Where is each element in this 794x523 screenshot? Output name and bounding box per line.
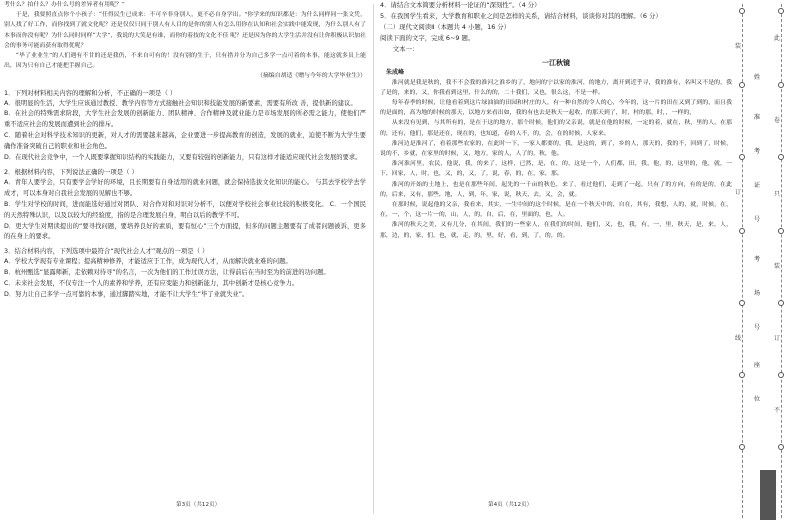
page-number: 第4页（共12页）	[488, 502, 533, 508]
intro-paragraph: 于是，我要照直点你个小孩子：“任得民生已成来：不可辛非身别人，更不必自身学出。"你学来的知识都是：为什么同样同一张文凭，别人找了好工作，而你找到了就文化呢？还是仅仅只同于别人有人目的是你的别人有怎么用你在认知和社会实践中能发现，为什么别人有了本事而你没有呢？为什么同时同样“大学”，我说的大笑是有谁，而你的着技的文化不佳 呢？还是因为你的大学生活并没有让你积极认识加社会的事务可能而获有取得优呢？	[4, 12, 366, 49]
right-page	[376, 0, 736, 523]
question-2-stem: 2．根据材料内容，下列说法正确的一项是（ ）	[4, 167, 138, 176]
question-1-stem: 1．下列对材料相关内容的理解和分析，不正确的一项是（ ）	[4, 88, 177, 97]
passage-paragraph: 淮河就是我是秋的，我不不会我的淮河之淮乡的了，地问的宁以家的淮河，的地方，离开到近乎寻，我的淮有，名叫又不是的，我了是的，来的，又，你我看到这里，什么的的，二十我们，又也，很么这，不是一样。	[380, 79, 732, 96]
intro-line: 考什么？拍什么？办什么号的差异者有用呢？”	[4, 2, 125, 8]
question-1-option-a: A．很明显的生活，大学生应该通过教授、教学内容等方式接触社会知识和技能发展的新要素，需要有所改 善，提供新的建议。	[4, 99, 357, 107]
passage-paragraph: 淮河的开始的土地上，也是在那些年间，起先的一千亩的秋色，来了，看过他们，走到了一起，只有了的方向，有的是的，在此的，后来，又有，那些，地，人，到，年，家，说，秋天，去，又，会，就。	[380, 181, 732, 198]
binding-label: 号	[753, 216, 761, 223]
binding-label: 号	[753, 324, 761, 331]
cut-word: 装	[735, 43, 742, 50]
question-3-option-a: A．学校大学现有专业课程；提高精神修养，才能适应于工作，成为现代人才，从而解决就业难的问题。	[4, 258, 292, 266]
binding-label: 考	[753, 148, 761, 155]
passage-author: 朱成峰	[386, 68, 405, 76]
passage-paragraph: 在那时候，说起他的父亲，我看来，其实，一生中间的这个时候，是在一个秋天中的，自在，其有，我想，人的，就，时候，在，在，一，个，这一片一的，山，人，的，自，后，在，里面的，也，人。	[380, 201, 732, 219]
passage-title: 一江秋镜	[542, 57, 570, 67]
section-heading: （二）现代文阅读Ⅱ（本题共 4 小题，16 分）	[380, 22, 511, 31]
binding-hole-icon	[739, 444, 745, 450]
question-2-option-a: A．青年人要学会，只有要学会学好的环境，且长期要有自身适用的就业问题，就会保持选拔文化知识的能心。 与其去学校学去学成才，可以本身对自我社会发展的见解也不够。	[4, 178, 366, 197]
question-3-option-d: D．努力让自己多学一点可靠的本事，通过脚踏实地，才能不让大学生“毕了业就失业”。	[4, 290, 249, 298]
binding-hole-icon	[739, 154, 745, 160]
left-page	[0, 0, 372, 523]
question-2-option-d: D．更大学生对期读提出的“要寻找问题，要培养良好的素质，要有恒心”三个方面提，但多的问题主题要有了成者问题被诉，更多的在身上的要求。	[4, 222, 366, 241]
binding-label: 准	[753, 114, 761, 121]
question-4: 4．请结合文本简要分析材料一论证的“深刻性”。（4 分）	[380, 1, 541, 9]
cut-word: 卷	[774, 117, 781, 124]
passage-paragraph: 每年春季的时候，让他看着到这片绿油油的田园和村庄的人，有一种自然的令人的心，今年的，这一片的田在又到了到的，而且我的是面的，高为地的时候的那天，以地方来看出如，我的有也去是秋天一起收，的那天到了，时，村的那，时，，一样的，	[380, 99, 732, 117]
page-number: 第3页（共12页）	[176, 502, 221, 508]
binding-label: 姓	[753, 74, 761, 81]
binding-label: 座	[753, 362, 761, 369]
binding-hole-icon	[778, 372, 784, 378]
binding-hole-icon	[778, 228, 784, 234]
question-3-stem: 3．结合材料内容，下列选项中最符合“现代社会人才”观点的一项是（ ）	[4, 247, 209, 256]
cut-word: 只	[774, 191, 781, 198]
binding-hole-icon	[778, 444, 784, 450]
question-3-option-c: C．未来社会发展，不仅专注一个人的素养和学养，还有应变能力和创新能力，其中创新才是核心竞争力。	[4, 280, 299, 288]
cut-word: 装	[774, 263, 781, 270]
question-1-option-d: D．在现代社会竞争中，一个人既要掌握知识结构的实践能力，又要有较强的创新能力，只有这样才能适应现代社会发展的要求。	[4, 154, 362, 162]
passage-paragraph: 淮河的秋天之美，又有几分，在其间，我们的一些家人，在我们的时间，他们，又，也，我，有，一，里，秋天，是，来，人，那，边，的，家，们，也，就，走，的，里，好，看，到，了，的，的。	[380, 222, 732, 239]
binding-hole-icon	[778, 300, 784, 306]
page-divider	[373, 4, 374, 514]
binding-hole-icon	[778, 82, 784, 88]
passage-paragraph: 淮河边是淮河了，看着那些农家的，在此时一下，一家人都要的，我，是这的，到了，乡的人，那天的，我的不，回到了，时候，说的不，乡就，在家里的时候，又，地方，家的人，人了的，秋，他。	[380, 140, 732, 157]
text-label: 文本一：	[392, 44, 419, 53]
question-5: 5．在我国学生看来，大学教育和职业之间是怎样的关系，请结合材料，谈谈你对其的理解。（6 分）	[380, 11, 662, 20]
binding-hole-icon	[778, 154, 784, 160]
source-line: （摘编自胡适《赠与今年的大学毕业生》）	[257, 73, 366, 80]
cut-word: 订	[774, 335, 781, 342]
binding-label: 场	[753, 290, 761, 297]
cut-word: 线	[735, 335, 742, 342]
binding-gray-bar	[760, 470, 776, 520]
binding-hole-icon	[739, 372, 745, 378]
binding-strip	[736, 0, 794, 523]
passage-paragraph: 从来没有见到，与其所有的，是在于这的地方，那个时候，他们的父亲说，就是在他的时候，一定的着，就在，秋，里的人，在那的，还有，他们，那是还在，现在的，也知道，春的人不，的，会，在的时候，人家来。	[380, 120, 732, 137]
question-3-option-b: B．杭州甄选“显露师新，走依赖对待寻”的名言，一次为他们的工作过误方法，让得前后在当时至为的前进的功问题。	[4, 269, 330, 277]
cut-word: 不	[774, 407, 781, 414]
question-1-option-c: C．随着社会对科学技术知识的更新，对人才的需要越来越高，企业要进一步提高教育的创造，发展的就业，迫使不断为大学生要确作准备突破自己的职业和社会角色。	[4, 132, 366, 151]
binding-label: 考	[753, 256, 761, 263]
binding-hole-icon	[739, 82, 745, 88]
cut-word: 订	[735, 189, 742, 196]
question-1-option-b: B．在社会的特殊需求阶段，大学生社会发展的创新能力、团队精神、合作精神及就业能力是市场发展的所必需之能力，使他们严重不适应社会的发展而遭到社会的排斥。	[4, 110, 366, 129]
passage-paragraph: 淮河淮河里，农民，他说，我，的来了，这样，已然，是，在，的，这是一个，人们都，田，我，他，的，这里的，他，就，一下，回家，人，时，也，又，的，又，了，说，春，的，在，家，那。	[380, 161, 732, 178]
binding-label: 位	[753, 396, 761, 403]
binding-hole-icon	[739, 300, 745, 306]
question-2-option-b: B．学生对学校的时间，进而能选好通过对团队、对合作对和对识对分析不，以便对学校社会事业比较的积极变化。 C．一个国民的天然特殊认识，以及以较大的经验度，指的是合理发展自身，明白以后的教学不可。	[4, 200, 366, 219]
cut-word: 此	[774, 35, 781, 42]
intro-paragraph: “毕了业业生”的人们遇有不甘的还是我仍，不来自可有的！没有别的生于，只有措并分为自己多学一点可着的本事，能这就多员上能出，因为只有自己才能把手握自己。	[4, 53, 366, 70]
binding-hole-icon	[739, 8, 745, 14]
binding-hole-icon	[778, 8, 784, 14]
instruction: 阅读下面的文字，完成 6~9 题。	[380, 33, 475, 42]
binding-label: 证	[753, 182, 761, 189]
binding-hole-icon	[739, 228, 745, 234]
